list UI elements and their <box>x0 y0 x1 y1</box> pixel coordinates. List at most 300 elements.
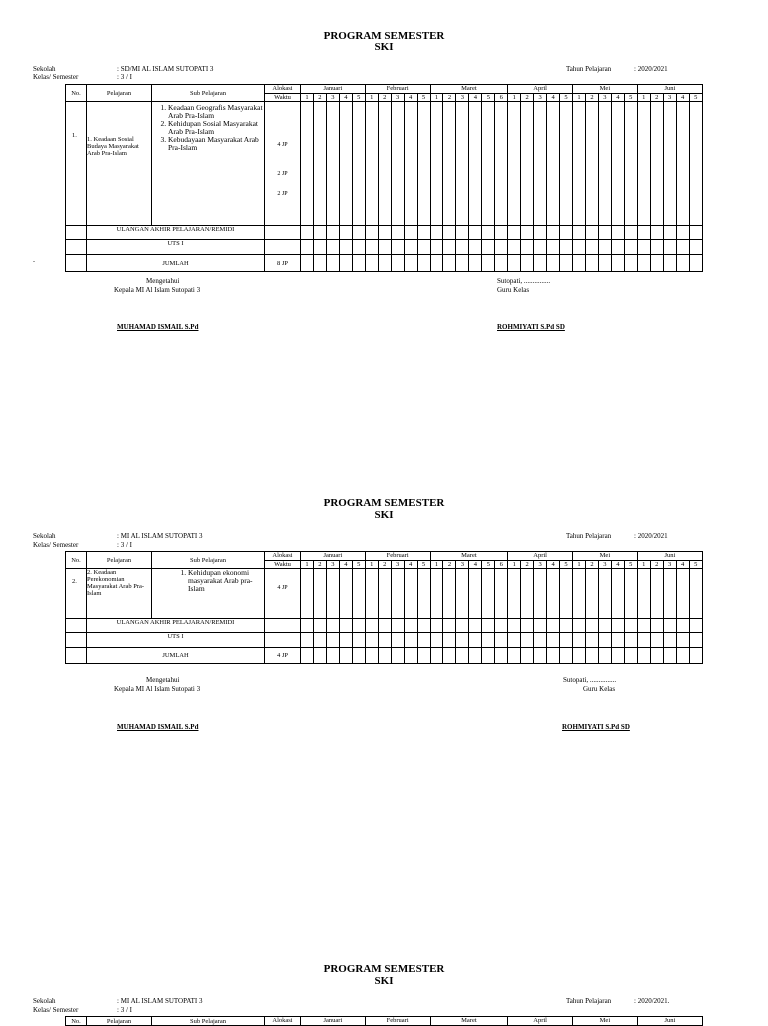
month-mei: Mei <box>573 552 638 561</box>
week-cell <box>378 255 391 272</box>
week-cell <box>547 226 560 240</box>
header-sub: Sub Pelajaran <box>152 85 265 102</box>
sub-jp: 2 JP <box>277 171 288 177</box>
week-cell <box>417 648 430 664</box>
week-cell <box>689 255 702 272</box>
week-cell <box>469 569 482 619</box>
week-cell <box>443 102 456 226</box>
week-cell <box>301 619 314 633</box>
week-number: 4 <box>676 94 689 102</box>
month-januari: Januari <box>301 1017 366 1026</box>
week-cell <box>339 633 352 648</box>
week-number: 3 <box>456 94 469 102</box>
week-number: 1 <box>301 94 314 102</box>
week-cell <box>430 255 443 272</box>
week-number: 2 <box>378 94 391 102</box>
week-cell <box>456 102 469 226</box>
week-cell <box>676 102 689 226</box>
week-cell <box>598 569 611 619</box>
kelas-label: Kelas/ Semester <box>33 73 79 81</box>
week-cell <box>469 619 482 633</box>
week-cell <box>560 102 573 226</box>
week-number: 2 <box>585 94 598 102</box>
month-februari: Februari <box>365 1017 430 1026</box>
week-cell <box>404 619 417 633</box>
page3-schedule-table <box>65 1016 703 1026</box>
week-cell <box>417 569 430 619</box>
lesson-row <box>66 102 703 226</box>
page2-schedule-table <box>65 551 703 664</box>
week-number: 1 <box>508 561 521 569</box>
week-cell <box>417 619 430 633</box>
month-maret: Maret <box>430 552 508 561</box>
guru-name: ROHMIYATI S.Pd SD <box>562 723 630 731</box>
week-number: 1 <box>637 94 650 102</box>
week-cell <box>456 569 469 619</box>
week-cell <box>663 240 676 255</box>
week-cell <box>611 102 624 226</box>
week-cell <box>313 240 326 255</box>
week-cell <box>560 255 573 272</box>
week-cell <box>650 102 663 226</box>
page2-tahun-row <box>566 532 668 540</box>
guru-label: Guru Kelas <box>497 286 530 294</box>
week-cell <box>391 569 404 619</box>
month-april: April <box>508 85 573 94</box>
tahun-value: : 2020/2021 <box>634 65 668 73</box>
week-cell <box>637 619 650 633</box>
week-cell <box>495 255 508 272</box>
week-cell <box>430 633 443 648</box>
month-mei: Mei <box>573 85 638 94</box>
week-cell <box>339 619 352 633</box>
week-cell <box>378 619 391 633</box>
sub-item: 1. Kehidupan ekonomi masyarakat Arab pra-Islam <box>188 569 264 593</box>
week-number: 4 <box>469 561 482 569</box>
week-number: 2 <box>521 561 534 569</box>
week-cell <box>611 648 624 664</box>
week-number: 2 <box>650 94 663 102</box>
month-februari: Februari <box>365 85 430 94</box>
week-cell <box>585 102 598 226</box>
kelas-value: : 3 / I <box>117 73 132 81</box>
week-cell <box>404 648 417 664</box>
month-april: April <box>508 552 573 561</box>
week-number: 4 <box>547 94 560 102</box>
week-cell <box>508 240 521 255</box>
week-cell <box>663 633 676 648</box>
week-cell <box>650 619 663 633</box>
sub-jp: 4 JP <box>277 585 288 591</box>
uts-label: UTS I <box>87 240 265 255</box>
kepala-name: MUHAMAD ISMAIL S.Pd <box>117 723 199 731</box>
week-cell <box>547 569 560 619</box>
week-cell <box>301 633 314 648</box>
week-cell <box>326 633 339 648</box>
week-cell <box>301 648 314 664</box>
week-cell <box>650 255 663 272</box>
week-cell <box>637 226 650 240</box>
lesson-subs <box>152 569 265 619</box>
week-cell <box>313 569 326 619</box>
week-cell <box>469 102 482 226</box>
lesson-no: 2. <box>66 569 87 619</box>
week-cell <box>663 648 676 664</box>
week-cell <box>430 569 443 619</box>
ulangan-label: ULANGAN AKHIR PELAJARAN/REMIDI <box>87 619 265 633</box>
month-maret: Maret <box>430 1017 508 1026</box>
week-number: 3 <box>534 561 547 569</box>
header-no: No. <box>66 85 87 102</box>
lesson-jp <box>265 102 301 226</box>
week-cell <box>326 226 339 240</box>
week-cell <box>573 102 586 226</box>
week-cell <box>676 255 689 272</box>
week-cell <box>637 102 650 226</box>
week-cell <box>417 255 430 272</box>
week-number: 3 <box>598 561 611 569</box>
week-number: 1 <box>301 561 314 569</box>
week-number: 5 <box>482 94 495 102</box>
week-number: 6 <box>495 94 508 102</box>
stray-dot: . <box>33 255 35 264</box>
week-cell <box>352 102 365 226</box>
week-cell <box>624 255 637 272</box>
week-cell <box>391 226 404 240</box>
week-number: 1 <box>430 561 443 569</box>
page3-title: PROGRAM SEMESTER <box>323 963 445 975</box>
tahun-value: : 2020/2021 <box>634 532 668 540</box>
week-cell <box>313 255 326 272</box>
week-cell <box>624 648 637 664</box>
week-number: 4 <box>611 561 624 569</box>
week-cell <box>508 619 521 633</box>
jumlah-row <box>66 648 703 664</box>
page1-tahun-row <box>566 65 668 73</box>
week-cell <box>521 619 534 633</box>
week-cell <box>495 633 508 648</box>
week-number: 3 <box>534 94 547 102</box>
week-cell <box>352 255 365 272</box>
week-cell <box>443 569 456 619</box>
week-number: 2 <box>521 94 534 102</box>
week-cell <box>689 102 702 226</box>
week-cell <box>404 240 417 255</box>
week-number: 3 <box>663 561 676 569</box>
week-cell <box>521 633 534 648</box>
week-cell <box>456 255 469 272</box>
week-cell <box>676 633 689 648</box>
page1-kelas-row <box>33 73 132 81</box>
page1-subtitle: SKI <box>374 41 394 53</box>
week-cell <box>378 633 391 648</box>
kelas-label: Kelas/ Semester <box>33 541 79 549</box>
sekolah-label: Sekolah <box>33 532 56 540</box>
week-number: 2 <box>650 561 663 569</box>
week-cell <box>469 648 482 664</box>
week-number: 5 <box>560 561 573 569</box>
week-cell <box>495 226 508 240</box>
page1-title: PROGRAM SEMESTER <box>323 30 445 42</box>
header-sub: Sub Pelajaran <box>152 552 265 569</box>
week-cell <box>313 648 326 664</box>
week-number: 4 <box>339 94 352 102</box>
week-number: 3 <box>598 94 611 102</box>
sub-item: 1. Keadaan Geografis Masyarakat Arab Pra-Islam <box>168 104 264 120</box>
kepala-name: MUHAMAD ISMAIL S.Pd <box>117 323 199 331</box>
jumlah-label: JUMLAH <box>87 648 265 664</box>
kepala-label: Kepala MI Al Islam Sutopati 3 <box>114 685 201 693</box>
week-cell <box>508 102 521 226</box>
week-cell <box>676 226 689 240</box>
week-number: 4 <box>404 94 417 102</box>
week-number: 4 <box>339 561 352 569</box>
week-cell <box>676 619 689 633</box>
page2-sekolah-row <box>33 532 203 540</box>
week-cell <box>637 633 650 648</box>
week-cell <box>689 226 702 240</box>
kelas-label: Kelas/ Semester <box>33 1006 79 1014</box>
week-cell <box>585 226 598 240</box>
week-cell <box>443 240 456 255</box>
week-cell <box>495 240 508 255</box>
week-cell <box>352 648 365 664</box>
week-cell <box>495 619 508 633</box>
week-cell <box>443 648 456 664</box>
sekolah-value: : MI AL ISLAM SUTOPATI 3 <box>117 532 203 540</box>
header-alokasi: Alokasi <box>265 552 301 561</box>
week-number: 1 <box>573 561 586 569</box>
month-juni: Juni <box>637 85 702 94</box>
week-cell <box>301 240 314 255</box>
sekolah-label: Sekolah <box>33 997 56 1005</box>
kepala-label: Kepala MI Al Islam Sutopati 3 <box>114 286 201 294</box>
week-cell <box>611 633 624 648</box>
week-cell <box>430 619 443 633</box>
week-cell <box>391 648 404 664</box>
week-cell <box>443 226 456 240</box>
tahun-label: Tahun Pelajaran <box>566 997 612 1005</box>
week-cell <box>534 240 547 255</box>
week-cell <box>573 619 586 633</box>
week-cell <box>689 569 702 619</box>
week-cell <box>598 240 611 255</box>
jumlah-value: 4 JP <box>265 648 301 664</box>
week-cell <box>482 648 495 664</box>
week-cell <box>650 240 663 255</box>
week-number: 5 <box>689 94 702 102</box>
page3-kelas-row <box>33 1006 132 1014</box>
week-cell <box>560 619 573 633</box>
week-number: 5 <box>417 561 430 569</box>
week-cell <box>521 648 534 664</box>
week-cell <box>534 619 547 633</box>
week-cell <box>611 255 624 272</box>
week-cell <box>352 226 365 240</box>
week-cell <box>521 102 534 226</box>
month-juni: Juni <box>637 1017 702 1026</box>
week-cell <box>534 569 547 619</box>
week-cell <box>456 633 469 648</box>
week-number: 5 <box>352 94 365 102</box>
week-cell <box>598 633 611 648</box>
week-cell <box>352 240 365 255</box>
week-cell <box>598 648 611 664</box>
week-cell <box>378 102 391 226</box>
week-cell <box>689 619 702 633</box>
week-cell <box>637 255 650 272</box>
sekolah-label: Sekolah <box>33 65 56 73</box>
week-number: 5 <box>417 94 430 102</box>
week-cell <box>508 648 521 664</box>
week-cell <box>378 226 391 240</box>
week-cell <box>417 240 430 255</box>
week-cell <box>534 255 547 272</box>
week-number: 1 <box>365 561 378 569</box>
header-pelajaran: Pelajaran <box>87 552 152 569</box>
lesson-jp <box>265 569 301 619</box>
lesson-pelajaran: 2. Keadaan Perekonomian Masyarakat Arab Pra-Islam <box>87 569 152 619</box>
week-cell <box>573 255 586 272</box>
week-cell <box>624 240 637 255</box>
week-cell <box>624 569 637 619</box>
week-cell <box>495 569 508 619</box>
sub-jp: 2 JP <box>277 191 288 197</box>
week-cell <box>624 619 637 633</box>
week-cell <box>391 102 404 226</box>
week-cell <box>326 569 339 619</box>
week-cell <box>404 633 417 648</box>
week-cell <box>534 226 547 240</box>
week-cell <box>585 255 598 272</box>
week-number: 5 <box>482 561 495 569</box>
week-number: 4 <box>404 561 417 569</box>
week-cell <box>547 102 560 226</box>
page2-kelas-row <box>33 541 132 549</box>
week-cell <box>313 102 326 226</box>
week-cell <box>339 255 352 272</box>
week-cell <box>547 619 560 633</box>
week-cell <box>456 648 469 664</box>
week-cell <box>365 569 378 619</box>
week-cell <box>637 240 650 255</box>
month-juni: Juni <box>637 552 702 561</box>
week-cell <box>521 226 534 240</box>
week-cell <box>430 226 443 240</box>
lesson-row <box>66 569 703 619</box>
week-cell <box>624 226 637 240</box>
week-cell <box>482 240 495 255</box>
week-number: 2 <box>313 561 326 569</box>
month-januari: Januari <box>301 552 366 561</box>
place-date: Sutopati, ............... <box>497 277 551 285</box>
week-cell <box>547 240 560 255</box>
week-cell <box>301 569 314 619</box>
week-cell <box>482 619 495 633</box>
week-cell <box>339 240 352 255</box>
week-cell <box>365 619 378 633</box>
week-cell <box>378 648 391 664</box>
week-cell <box>534 648 547 664</box>
week-cell <box>637 569 650 619</box>
week-cell <box>313 619 326 633</box>
week-cell <box>650 569 663 619</box>
header-alokasi: Alokasi <box>265 1017 301 1026</box>
week-cell <box>521 240 534 255</box>
week-cell <box>391 619 404 633</box>
week-cell <box>560 633 573 648</box>
week-cell <box>339 648 352 664</box>
sub-item: 2. Kehidupan Sosial Masyarakat Arab Pra-Islam <box>168 120 264 136</box>
week-cell <box>391 633 404 648</box>
week-cell <box>404 102 417 226</box>
week-number: 5 <box>560 94 573 102</box>
mengetahui-label: Mengetahui <box>146 277 180 285</box>
week-cell <box>326 240 339 255</box>
jumlah-label: JUMLAH <box>87 255 265 272</box>
week-cell <box>417 226 430 240</box>
week-cell <box>339 102 352 226</box>
month-februari: Februari <box>365 552 430 561</box>
header-no: No. <box>66 1017 87 1026</box>
week-cell <box>339 569 352 619</box>
sub-jp: 4 JP <box>277 142 288 148</box>
week-cell <box>365 648 378 664</box>
week-cell <box>560 569 573 619</box>
week-cell <box>611 240 624 255</box>
week-cell <box>430 648 443 664</box>
week-cell <box>624 102 637 226</box>
week-cell <box>326 648 339 664</box>
header-no: No. <box>66 552 87 569</box>
week-cell <box>469 633 482 648</box>
week-cell <box>573 226 586 240</box>
week-cell <box>585 569 598 619</box>
week-cell <box>482 633 495 648</box>
week-cell <box>352 633 365 648</box>
week-cell <box>676 240 689 255</box>
week-number: 1 <box>573 94 586 102</box>
jumlah-row <box>66 255 703 272</box>
week-cell <box>352 619 365 633</box>
week-cell <box>585 619 598 633</box>
page1-schedule-table <box>65 84 703 272</box>
week-cell <box>598 226 611 240</box>
week-cell <box>365 226 378 240</box>
week-cell <box>313 633 326 648</box>
week-cell <box>469 240 482 255</box>
week-cell <box>378 240 391 255</box>
week-cell <box>611 569 624 619</box>
ulangan-row <box>66 226 703 240</box>
week-cell <box>456 619 469 633</box>
week-cell <box>326 619 339 633</box>
page3-tahun-row <box>566 997 669 1005</box>
week-number: 5 <box>352 561 365 569</box>
tahun-label: Tahun Pelajaran <box>566 65 612 73</box>
week-number: 4 <box>547 561 560 569</box>
week-cell <box>611 619 624 633</box>
week-number: 5 <box>624 561 637 569</box>
week-cell <box>443 633 456 648</box>
week-cell <box>663 619 676 633</box>
place-date: Sutopati, ............... <box>563 676 617 684</box>
week-cell <box>365 255 378 272</box>
page3-subtitle: SKI <box>374 975 394 987</box>
week-number: 1 <box>430 94 443 102</box>
week-number: 4 <box>611 94 624 102</box>
week-cell <box>430 102 443 226</box>
